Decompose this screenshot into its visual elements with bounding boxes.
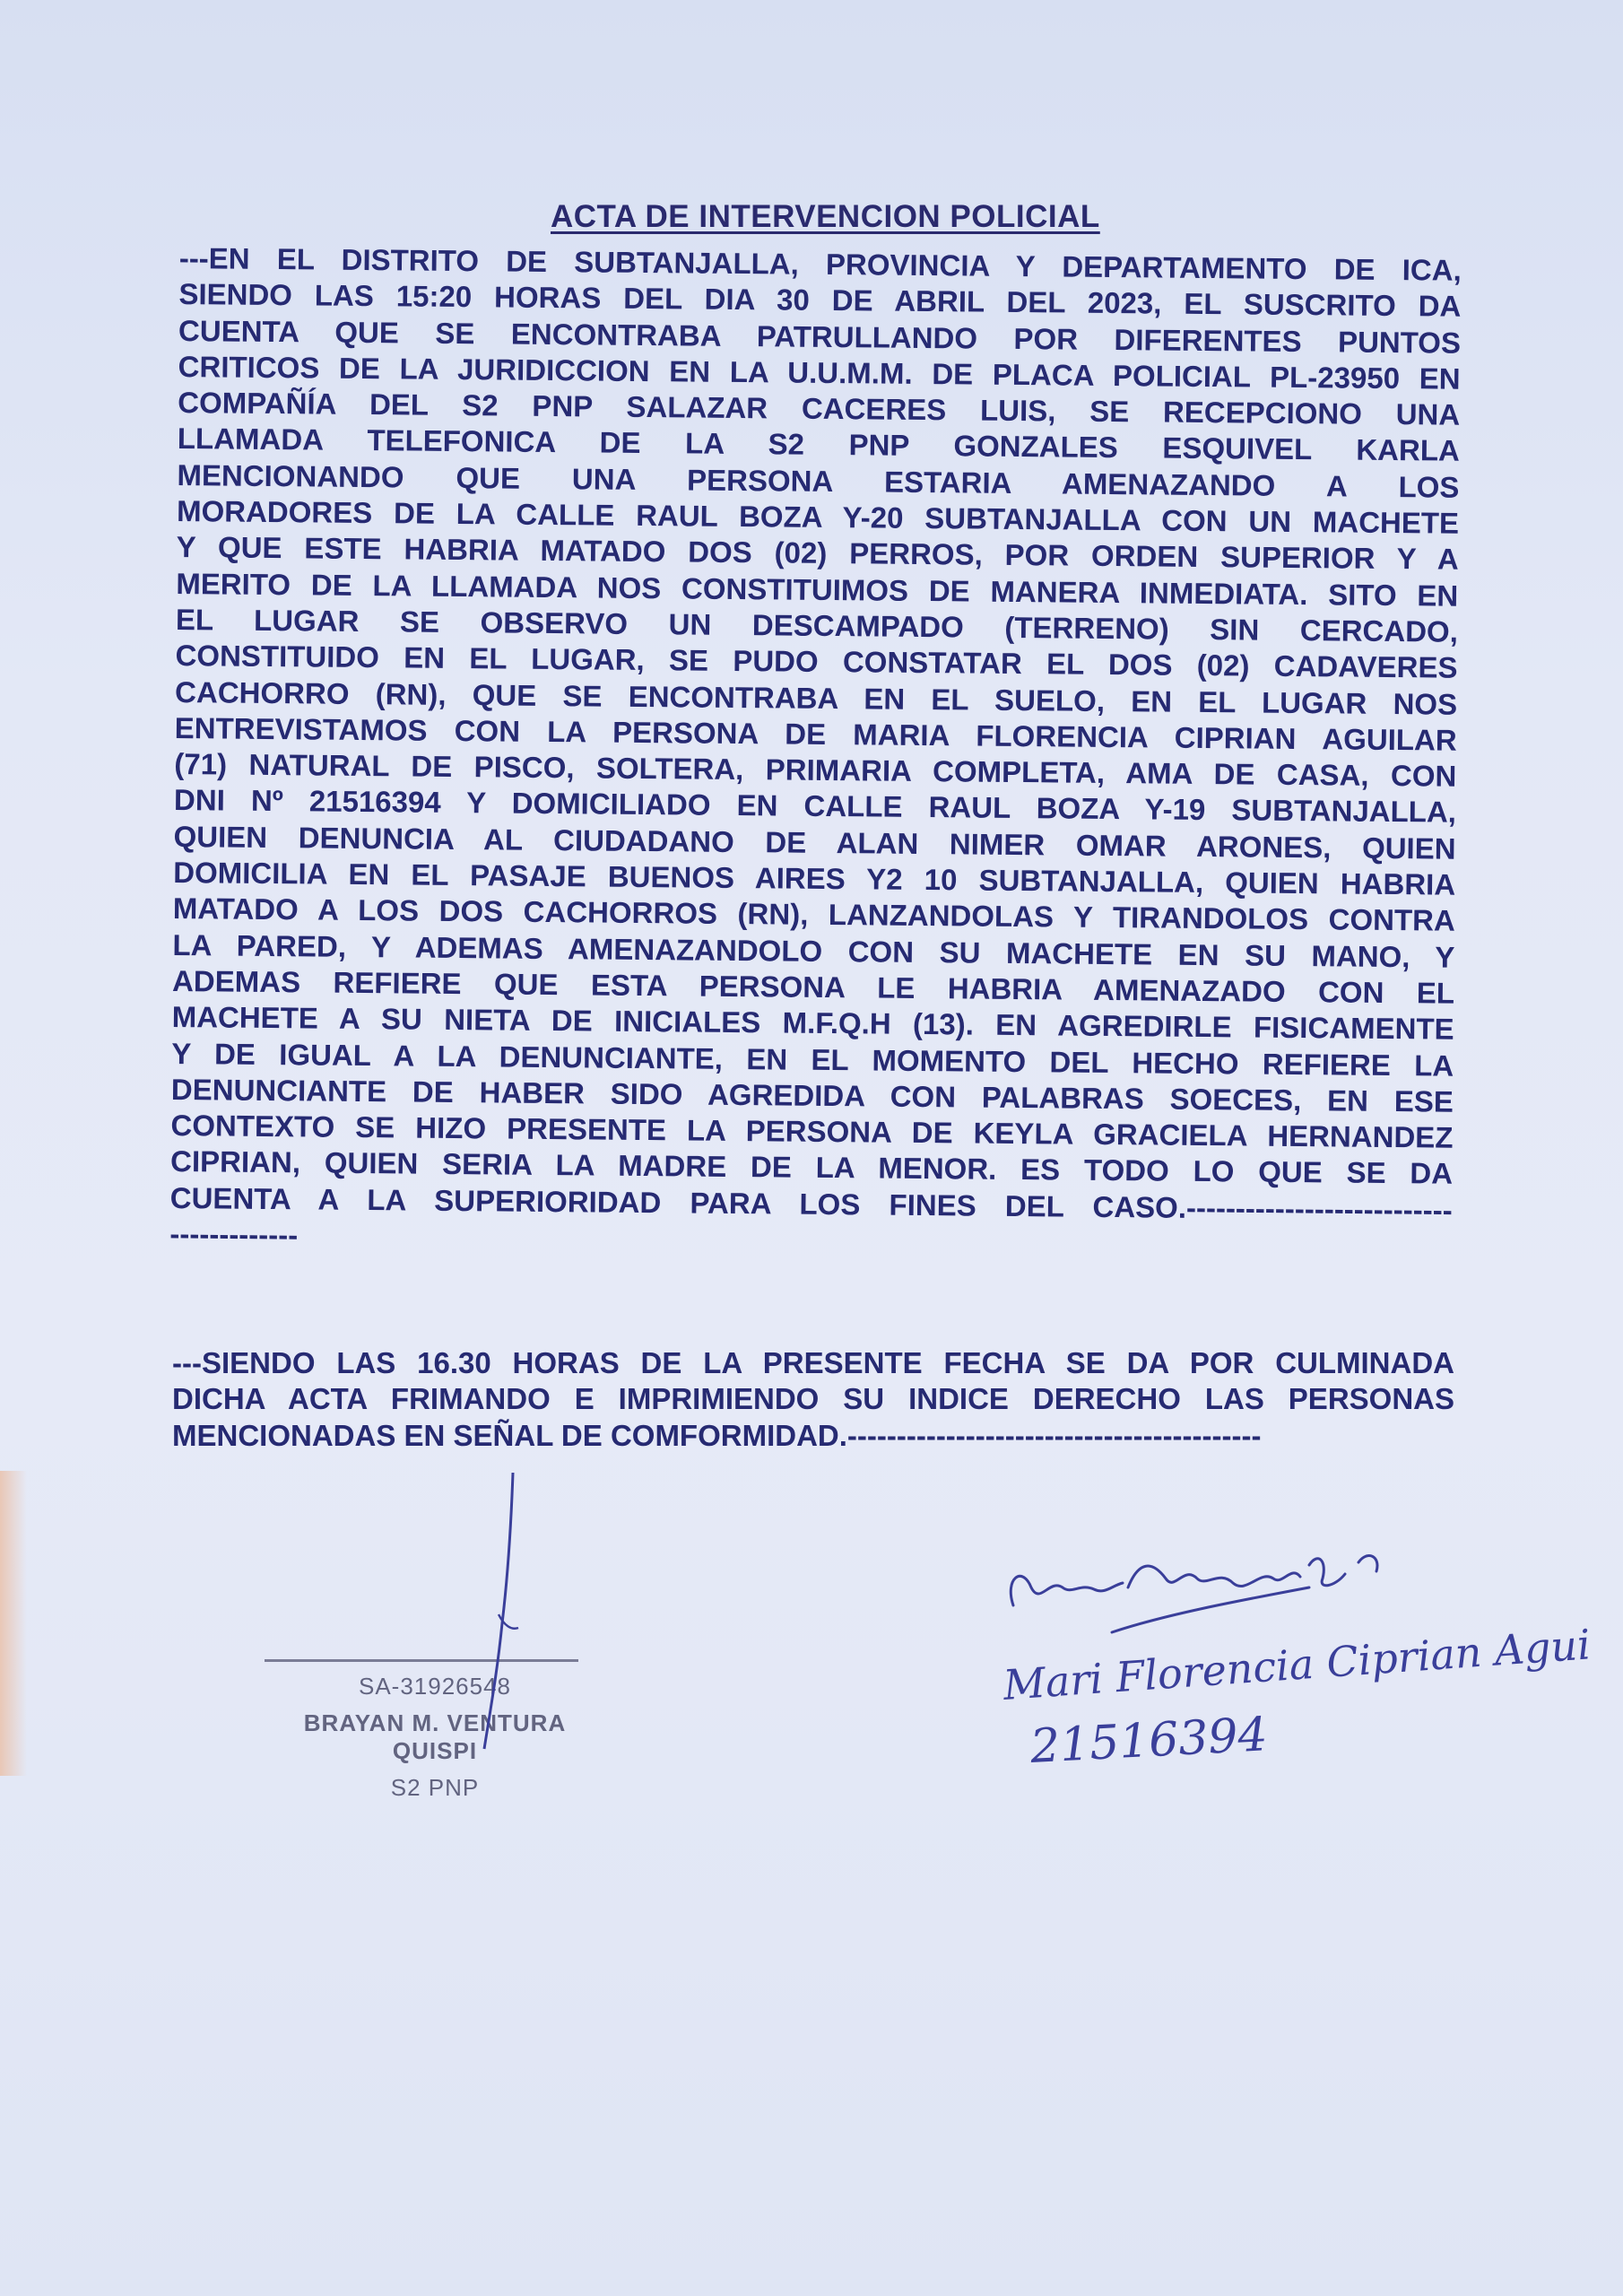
paragraph-closing-statement bbox=[172, 1345, 1454, 1454]
text-line: CONSTITUIDO EN EL LUGAR, SE PUDO CONSTATAR EL DOS (02) CADAVERES bbox=[175, 639, 1458, 684]
text-line: DNI Nº 21516394 Y DOMICILIADO EN CALLE RAUL BOZA Y-19 SUBTANJALLA, bbox=[173, 783, 1457, 830]
text-line: ENTREVISTAMOS CON LA PERSONA DE MARIA FLORENCIA CIPRIAN AGUILAR bbox=[174, 710, 1457, 757]
text-line: DICHA ACTA FRIMANDO E IMPRIMIENDO SU INDICE DERECHO LAS PERSONAS bbox=[172, 1382, 1454, 1416]
text-line: MENCIONANDO QUE UNA PERSONA ESTARIA AMENAZANDO A LOS bbox=[177, 457, 1460, 504]
text-line: QUIEN DENUNCIA AL CIUDADANO DE ALAN NIMER OMAR ARONES, QUIEN bbox=[173, 819, 1456, 865]
text-line: CRITICOS DE LA JURIDICCION EN LA U.U.M.M. DE PLACA POLICIAL PL-23950 EN bbox=[178, 349, 1461, 396]
text-line: LA PARED, Y ADEMAS AMENAZANDOLO CON SU MACHETE EN SU MANO, Y bbox=[172, 927, 1455, 974]
text-line: COMPAÑÍA DEL S2 PNP SALAZAR CACERES LUIS, SE RECEPCIONO UNA bbox=[178, 386, 1461, 431]
officer-rank: S2 PNP bbox=[390, 1774, 480, 1801]
text-line: MENCIONADAS EN SEÑAL DE COMFORMIDAD.------------------------------------------ bbox=[172, 1418, 1262, 1452]
text-line: MATADO A LOS DOS CACHORROS (RN), LANZANDOLAS Y TIRANDOLOS CONTRA bbox=[172, 891, 1455, 938]
text-line: DOMICILIA EN EL PASAJE BUENOS AIRES Y2 10 SUBTANJALLA, QUIEN HABRIA bbox=[173, 856, 1456, 901]
officer-signature-block bbox=[265, 1650, 605, 1802]
text-line: CONTEXTO SE HIZO PRESENTE LA PERSONA DE KEYLA GRACIELA HERNANDEZ bbox=[170, 1109, 1454, 1154]
text-line: DENUNCIANTE DE HABER SIDO AGREDIDA CON PALABRAS SOECES, EN ESE bbox=[170, 1072, 1454, 1118]
text-line: (71) NATURAL DE PISCO, SOLTERA, PRIMARIA COMPLETA, AMA DE CASA, CON bbox=[174, 747, 1457, 793]
officer-id: SA-31926548 bbox=[358, 1673, 512, 1700]
text-line: ADEMAS REFIERE QUE ESTA PERSONA LE HABRIA AMENAZADO CON EL bbox=[171, 963, 1455, 1010]
text-line: SIENDO LAS 15:20 HORAS DEL DIA 30 DE ABRIL DEL 2023, EL SUSCRITO DA bbox=[178, 277, 1462, 324]
paragraph-intervention-report bbox=[169, 240, 1462, 1265]
svg-text:Mari Florencia Ciprian Agui: Mari Florencia Ciprian Agui bbox=[1002, 1620, 1593, 1709]
text-line: CIPRIAN, QUIEN SERIA LA MADRE DE LA MENOR. ES TODO LO QUE SE DA bbox=[169, 1144, 1454, 1191]
text-line: CUENTA QUE SE ENCONTRABA PATRULLANDO POR DIFERENTES PUNTOS bbox=[178, 313, 1462, 360]
signature-rule bbox=[265, 1659, 578, 1662]
text-line: LLAMADA TELEFONICA DE LA S2 PNP GONZALES ESQUIVEL KARLA bbox=[177, 422, 1460, 468]
svg-text:21516394: 21516394 bbox=[1028, 1708, 1269, 1774]
text-line: MORADORES DE LA CALLE RAUL BOZA Y-20 SUBTANJALLA CON UN MACHETE bbox=[176, 494, 1460, 540]
finger-shadow bbox=[0, 1471, 27, 1776]
text-line: EL LUGAR SE OBSERVO UN DESCAMPADO (TERRENO) SIN CERCADO, bbox=[175, 602, 1459, 648]
text-line: Y DE IGUAL A LA DENUNCIANTE, EN EL MOMENTO DEL HECHO REFIERE LA bbox=[171, 1036, 1454, 1083]
text-line: MACHETE A SU NIETA DE INICIALES M.F.Q.H (13). EN AGREDIRLE FISICAMENTE bbox=[171, 1000, 1454, 1046]
text-line: ------------- bbox=[169, 1216, 299, 1252]
document-title: ACTA DE INTERVENCION POLICIAL bbox=[551, 199, 1100, 234]
text-line: CACHORRO (RN), QUE SE ENCONTRABA EN EL SUELO, EN EL LUGAR NOS bbox=[174, 674, 1458, 721]
text-line: ---SIENDO LAS 16.30 HORAS DE LA PRESENTE FECHA SE DA POR CULMINADA bbox=[172, 1346, 1454, 1379]
text-line: ---EN EL DISTRITO DE SUBTANJALLA, PROVINCIA Y DEPARTAMENTO DE ICA, bbox=[178, 240, 1462, 287]
text-line: MERITO DE LA LLAMADA NOS CONSTITUIMOS DE MANERA INMEDIATA. SITO EN bbox=[176, 566, 1459, 613]
text-line: CUENTA A LA SUPERIORIDAD PARA LOS FINES DEL CASO.--------------------------- bbox=[169, 1180, 1453, 1227]
text-line: Y QUE ESTE HABRIA MATADO DOS (02) PERROS, POR ORDEN SUPERIOR Y A bbox=[176, 530, 1459, 577]
officer-name: BRAYAN M. VENTURA QUISPI bbox=[303, 1709, 567, 1764]
